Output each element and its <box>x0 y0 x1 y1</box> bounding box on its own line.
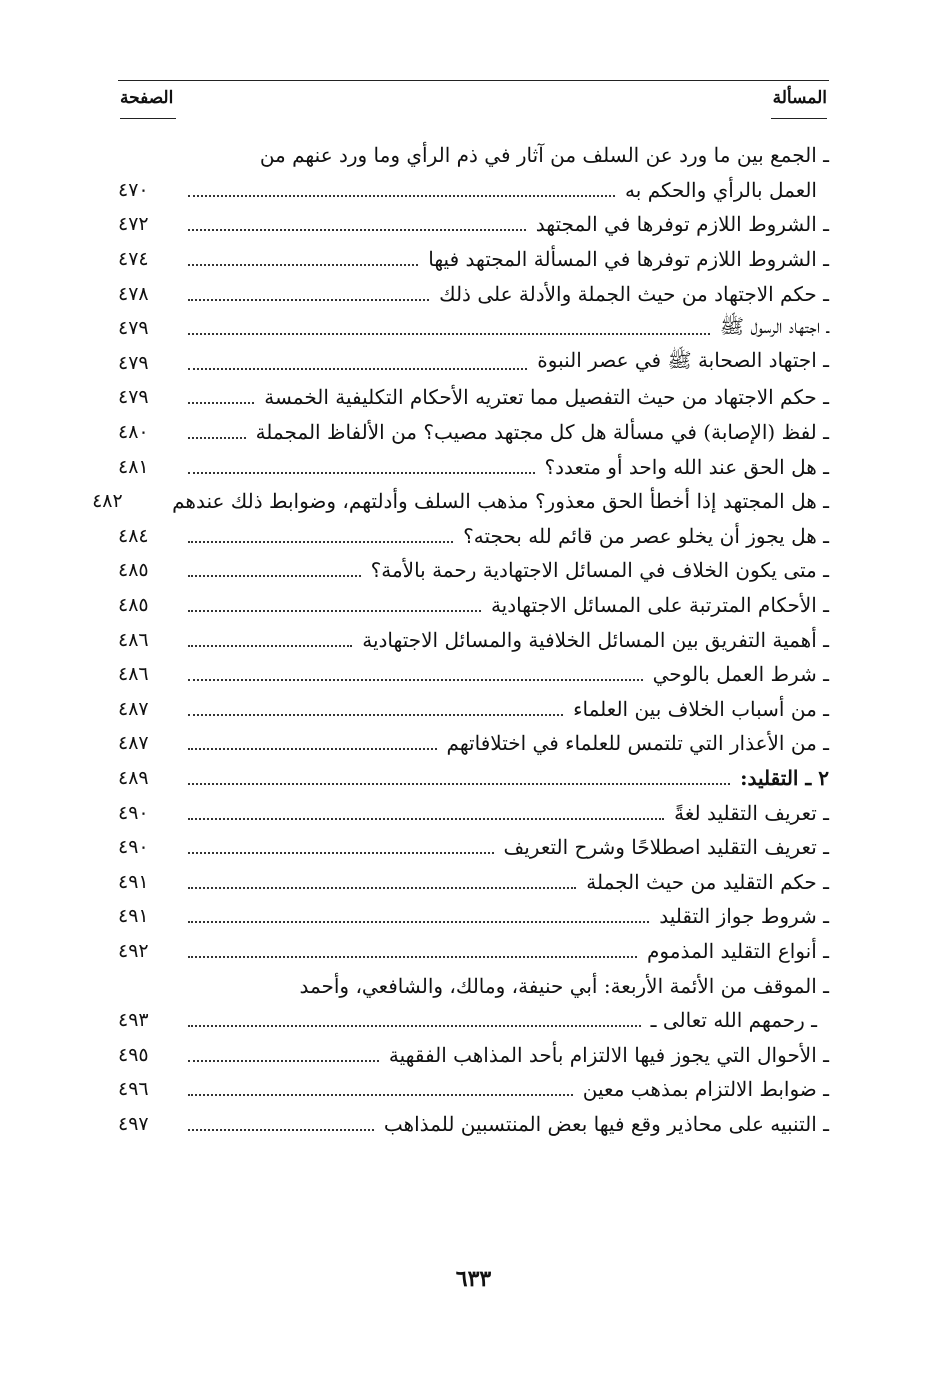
toc-entry-title: ٢ ـ التقليد: <box>740 765 829 790</box>
toc-entry-page: ٤٩٥ <box>118 1043 149 1066</box>
toc-entry <box>118 795 829 830</box>
toc-entry-title: ـ اجتهاد الصحابة ﷺ في عصر النبوة <box>537 348 829 373</box>
dot-leader <box>188 1109 374 1131</box>
toc-entry-title: ـ شرط العمل بالوحي <box>652 662 829 687</box>
dot-leader <box>188 625 352 647</box>
dot-leader <box>188 313 710 335</box>
table-of-contents <box>92 138 829 1141</box>
toc-entry-title: ـ اجتهاد الرسول ﷺ <box>719 313 829 338</box>
toc-entry <box>118 899 829 934</box>
toc-entry-page: ٤٨٧ <box>118 697 149 720</box>
toc-entry <box>118 173 829 208</box>
toc-entry <box>118 864 829 899</box>
toc-entry-page: ٤٩١ <box>118 905 149 928</box>
dot-leader <box>188 452 535 474</box>
dot-leader <box>188 763 730 785</box>
toc-entry <box>118 415 829 450</box>
toc-entry <box>118 449 829 484</box>
dot-leader <box>188 1040 379 1062</box>
toc-entry-page: ٤٨٠ <box>118 421 149 444</box>
header-page-label: الصفحة <box>120 88 174 108</box>
toc-entry-title: ـ هل الحق عند الله واحد أو متعدد؟ <box>544 454 829 479</box>
toc-entry-page: ٤٨٦ <box>118 663 149 686</box>
toc-entry-title: ـ الجمع بين ما ورد عن السلف من آثار في ذم الرأي وما ورد عنهم من <box>259 143 829 168</box>
toc-entry-title: ـ حكم التقليد من حيث الجملة <box>586 869 829 894</box>
toc-entry-page: ٤٨١ <box>118 455 149 478</box>
toc-entry-page: ٤٧٢ <box>118 213 149 236</box>
toc-entry-title: ـ أنواع التقليد المذموم <box>647 938 829 963</box>
dot-leader <box>188 209 526 231</box>
dot-leader <box>188 798 664 820</box>
toc-entry <box>118 692 829 727</box>
toc-entry-page: ٤٩٢ <box>118 939 149 962</box>
dot-leader <box>188 279 429 301</box>
header-underline-right <box>771 118 827 119</box>
toc-entry-page: ٤٨٦ <box>118 628 149 651</box>
dot-leader <box>188 728 437 750</box>
dot-leader <box>188 659 643 681</box>
toc-entry <box>118 726 829 761</box>
toc-entry-page: ٤٨٧ <box>118 732 149 755</box>
toc-entry-page: ٤٨٢ <box>92 490 123 513</box>
toc-entry-page: ٤٧٩ <box>118 317 149 340</box>
toc-entry-title: ـ لفظ (الإصابة) في مسألة هل كل مجتهد مصيب؟ من الألفاظ المجملة <box>255 420 829 445</box>
toc-entry-page: ٤٩١ <box>118 870 149 893</box>
toc-entry-title: ـ شروط جواز التقليد <box>659 904 829 929</box>
toc-entry <box>118 276 829 311</box>
toc-entry <box>118 657 829 692</box>
toc-entry-title: ـ هل يجوز أن يخلو عصر من قائم لله بحجته؟ <box>463 523 829 548</box>
toc-entry-title: ـ الأحوال التي يجوز فيها الالتزام بأحد المذاهب الفقهية <box>388 1042 829 1067</box>
toc-entry-page: ٤٩٠ <box>118 801 149 824</box>
toc-entry <box>118 934 829 969</box>
toc-entry-title: ـ حكم الاجتهاد من حيث الجملة والأدلة على ذلك <box>439 281 829 306</box>
toc-entry-title: ـ الشروط اللازم توفرها في المجتهد <box>535 212 829 237</box>
dot-leader <box>188 694 563 716</box>
toc-entry <box>118 761 829 796</box>
toc-entry-title: ـ الشروط اللازم توفرها في المسألة المجتهد فيها <box>428 247 829 272</box>
dot-leader <box>188 1074 573 1096</box>
dot-leader <box>188 521 453 543</box>
dot-leader <box>188 936 637 958</box>
toc-entry-page: ٤٧٩ <box>118 351 149 374</box>
header-underline-left <box>120 118 176 119</box>
dot-leader <box>188 1005 641 1027</box>
toc-entry <box>118 138 829 173</box>
toc-entry-title: ـ حكم الاجتهاد من حيث التفصيل مما تعتريه الأحكام التكليفية الخمسة <box>264 385 829 410</box>
toc-entry-page: ٤٨٩ <box>118 766 149 789</box>
toc-entry <box>118 380 829 415</box>
toc-entry <box>118 242 829 277</box>
dot-leader <box>188 175 615 197</box>
dot-leader <box>188 590 481 612</box>
toc-entry <box>118 346 829 381</box>
toc-entry <box>118 207 829 242</box>
toc-entry <box>118 968 829 1003</box>
toc-entry <box>118 830 829 865</box>
toc-entry-title: ـ تعريف التقليد لغةً <box>674 800 829 825</box>
dot-leader <box>188 901 649 923</box>
dot-leader <box>188 867 576 889</box>
dot-leader <box>188 832 494 854</box>
toc-entry-page: ٤٩٧ <box>118 1112 149 1135</box>
toc-entry <box>118 553 829 588</box>
toc-entry <box>118 1003 829 1038</box>
toc-entry-title: ـ ضوابط الالتزام بمذهب معين <box>582 1077 829 1102</box>
toc-entry <box>118 588 829 623</box>
toc-entry-page: ٤٨٥ <box>118 594 149 617</box>
toc-entry <box>92 484 829 519</box>
toc-entry-title: ـ من أسباب الخلاف بين العلماء <box>573 696 829 721</box>
toc-entry-page: ٤٧٨ <box>118 282 149 305</box>
toc-entry-page: ٤٨٥ <box>118 559 149 582</box>
toc-entry <box>118 1037 829 1072</box>
toc-entry-title: العمل بالرأي والحكم به <box>625 177 817 202</box>
toc-entry <box>118 1107 829 1142</box>
toc-entry-page: ٤٧٤ <box>118 248 149 271</box>
toc-entry-title: ـ الأحكام المترتبة على المسائل الاجتهادية <box>490 593 829 618</box>
toc-entry-title: ـ الموقف من الأئمة الأربعة: أبي حنيفة، ومالك، والشافعي، وأحمد <box>299 973 829 998</box>
header-issue-label: المسألة <box>772 88 827 108</box>
dot-leader <box>188 555 361 577</box>
toc-entry-page: ٤٩٠ <box>118 836 149 859</box>
toc-entry <box>118 519 829 554</box>
dot-leader <box>188 348 527 370</box>
toc-entry-title: ـ التنبيه على محاذير وقع فيها بعض المنتسبين للمذاهب <box>383 1111 829 1136</box>
top-rule <box>118 80 829 81</box>
toc-entry <box>118 1072 829 1107</box>
toc-entry-page: ٤٧٠ <box>118 178 149 201</box>
dot-leader <box>188 244 418 266</box>
toc-entry-page: ٤٩٦ <box>118 1078 149 1101</box>
dot-leader <box>188 382 254 404</box>
toc-entry-title: ـ من الأعذار التي تلتمس للعلماء في اختلافاتهم <box>446 731 829 756</box>
toc-entry <box>118 311 829 346</box>
toc-entry-title: ـ رحمهم الله تعالى ـ <box>650 1008 817 1033</box>
toc-entry-title: ـ متى يكون الخلاف في المسائل الاجتهادية رحمة بالأمة؟ <box>370 558 829 583</box>
toc-entry-page: ٤٧٩ <box>118 386 149 409</box>
dot-leader <box>188 417 246 439</box>
page-number: ٦٣٣ <box>455 1266 492 1292</box>
toc-entry-title: ـ تعريف التقليد اصطلاحًا وشرح التعريف <box>503 835 829 860</box>
toc-entry-title: ـ أهمية التفريق بين المسائل الخلافية والمسائل الاجتهادية <box>362 627 829 652</box>
toc-entry-page: ٤٨٤ <box>118 524 149 547</box>
toc-entry-title: ـ هل المجتهد إذا أخطأ الحق معذور؟ مذهب السلف وأدلتهم، وضوابط ذلك عندهم <box>172 489 829 514</box>
toc-entry <box>118 622 829 657</box>
toc-entry-page: ٤٩٣ <box>118 1009 149 1032</box>
